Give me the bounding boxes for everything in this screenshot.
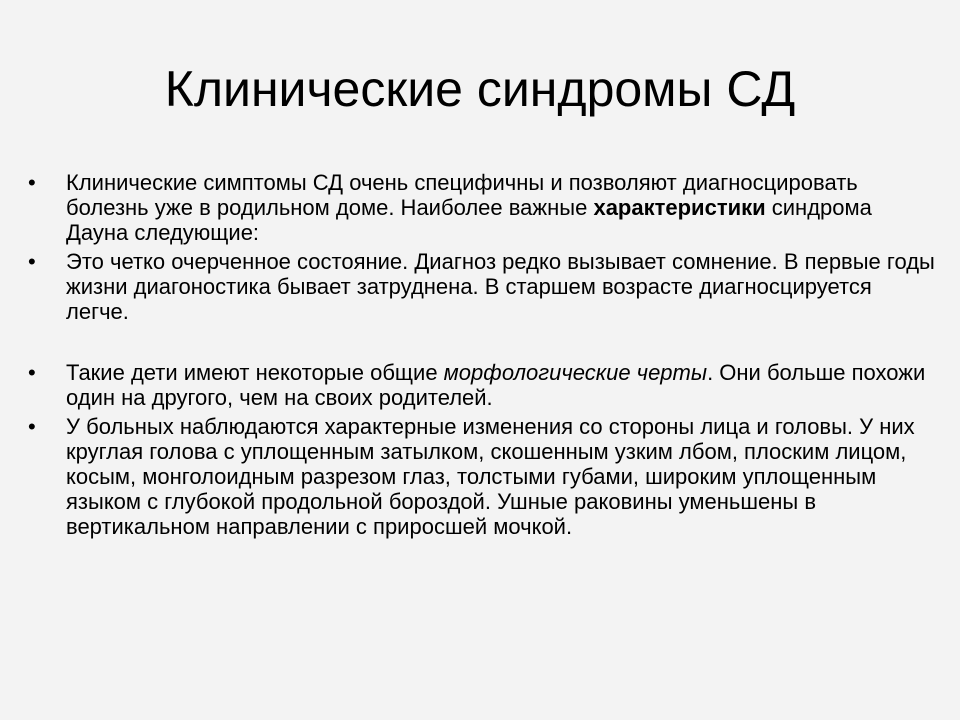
bullet-icon: • bbox=[28, 414, 36, 439]
bullet-text: Это четко очерченное состояние. Диагноз редко вызывает сомнение. В первые годы жизни диагоностика бывает затруднена. В старшем возрасте диагносцируется легче. bbox=[66, 249, 935, 324]
bullet-list bbox=[28, 170, 938, 543]
bullet-icon: • bbox=[28, 170, 36, 195]
bullet-text: Такие дети имеют некоторые общие bbox=[66, 360, 444, 385]
bullet-text: У больных наблюдаются характерные изменения со стороны лица и головы. У них круглая голова с уплощенным затылком, скошенным узким лбом, плоским лицом, косым, монголоидным разрезом глаз, толстыми губами, широким уплощенным языком с глубокой продольной бороздой. Ушные раковины уменьшены в вертикальном направлении с приросшей мочкой. bbox=[66, 414, 915, 539]
bullet-text: Клинические симптомы СД очень специфичны и позволяют диагносцировать болезнь уже в родильном доме. Наиболее важные bbox=[66, 170, 858, 220]
bullet-item bbox=[28, 414, 938, 539]
bold-term: характеристики bbox=[593, 195, 766, 220]
bullet-item bbox=[28, 360, 938, 410]
bullet-icon: • bbox=[28, 249, 36, 274]
bullet-item bbox=[28, 170, 938, 245]
bullet-text: . Они больше похожи один на другого, чем на своих родителей. bbox=[66, 360, 926, 410]
bullet-text: синдрома Дауна следующие: bbox=[66, 195, 872, 245]
italic-term: морфологические черты bbox=[443, 360, 708, 385]
slide-title: Клинические синдромы СД bbox=[164, 61, 796, 117]
bullet-icon: • bbox=[28, 360, 36, 385]
bullet-item bbox=[28, 249, 938, 324]
